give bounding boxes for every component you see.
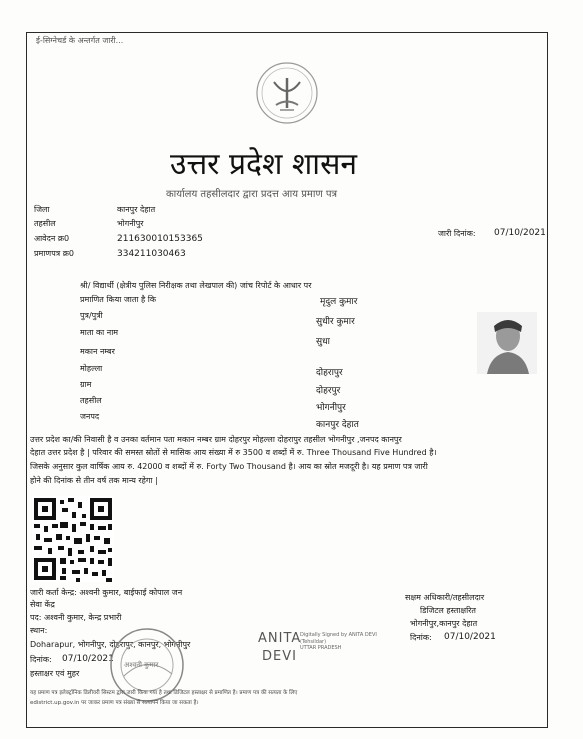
meta-label-district: जिला bbox=[34, 205, 50, 214]
government-title: उत्तर प्रदेश शासन bbox=[170, 147, 358, 182]
field-label-father: पुत्र/पुत्री bbox=[80, 311, 103, 320]
intro-line-1: श्री/ विद्यार्थी (क्षेत्रीय पुलिस निरीक्षक तथा लेखपाल की) जांच रिपोर्ट के आधार पर bbox=[80, 281, 312, 290]
field-value-tehsil: भोगनीपुर bbox=[316, 403, 346, 413]
meta-value-tehsil: भोगनीपुर bbox=[117, 219, 144, 228]
body-text-line-3: जिसके अनुसार कुल वार्षिक आय रु. 42000 व शब्दों में रु. Forty Two Thousand है। आय का स्रोत मजदूरी है। यह प्रमाण पत्र जारी bbox=[30, 462, 428, 471]
meta-label-certificate-no: प्रमाणपत्र क्र0 bbox=[34, 249, 74, 258]
issuer-place: Doharapur, भोगनीपुर, दोहरापुर, कानपुर, भोगनीपुर bbox=[30, 640, 191, 649]
authority-line-1: सक्षम अधिकारी/तहसीलदार bbox=[405, 593, 485, 602]
field-label-mother: माता का नाम bbox=[80, 328, 119, 337]
applicant-photo bbox=[477, 312, 537, 374]
issuer-designation: पद: अश्वनी कुमार, केन्द्र प्रभारी bbox=[30, 613, 122, 622]
body-text-line-4: होने की दिनांक से तीन वर्ष तक मान्य रहेगा | bbox=[30, 476, 158, 485]
body-text-line-2: देहात उत्तर प्रदेश है | परिवार की समस्त स्रोतों से मासिक आय संख्या में रु 3500 व शब्दों में रु. Three Thousand Five Hundred है। bbox=[30, 448, 437, 457]
issuer-place-label: स्थान: bbox=[30, 626, 48, 635]
intro-line-2: प्रमाणित किया जाता है कि bbox=[80, 295, 157, 304]
meta-value-district: कानपुर देहात bbox=[117, 205, 156, 214]
stamp-text: अश्वनी कुमार bbox=[124, 661, 159, 669]
footer-line-2: edistrict.up.gov.in पर जाकर प्रमाण पत्र संख्या से सत्यापन किया जा सकता है। bbox=[30, 700, 199, 706]
signature-name-line-1: ANITA bbox=[258, 631, 302, 646]
authority-line-2: डिजिटल हस्ताक्षरित bbox=[420, 606, 476, 615]
field-value-father: सुधीर कुमार bbox=[316, 317, 355, 327]
meta-value-application-no: 211630010153365 bbox=[117, 234, 203, 244]
authority-date-label: दिनांक: bbox=[410, 633, 432, 642]
field-label-mohalla: मोहल्ला bbox=[80, 364, 103, 373]
field-value-village: दोहरपुर bbox=[316, 386, 341, 396]
field-value-district: कानपुर देहात bbox=[316, 420, 359, 430]
esign-note: ई-सिग्नेचर्ड के अन्तर्गत जारी... bbox=[36, 36, 124, 45]
issuer-date: 07/10/2021 bbox=[62, 654, 114, 664]
signature-name-line-2: DEVI bbox=[262, 649, 297, 664]
issue-date: 07/10/2021 bbox=[494, 228, 546, 238]
meta-label-tehsil: तहसील bbox=[34, 219, 56, 228]
field-label-tehsil: तहसील bbox=[80, 396, 102, 405]
issuer-center-2: सेवा केंद्र bbox=[30, 600, 55, 609]
issuer-date-label: दिनांक: bbox=[30, 655, 52, 664]
footer-line-1: यह प्रमाण पत्र इलेक्ट्रॉनिक डिलीवरी सिस्टम द्वारा जारी किया गया है तथा डिजिटल हस्ताक्षर से प्रमाणित है। प्रमाण पत्र की सत्यता के लिए bbox=[30, 690, 298, 696]
body-text-line-1: उत्तर प्रदेश का/की निवासी है व उनका वर्तमान पता मकान नम्बर ग्राम दोहरपुर मोहल्ला दोहरापुर तहसील भोगनीपुर ,जनपद कानपुर bbox=[30, 435, 402, 444]
authority-line-3: भोगनीपुर,कानपुर देहात bbox=[410, 619, 478, 628]
signature-state: UTTAR PRADESH bbox=[300, 645, 342, 651]
field-label-district: जनपद bbox=[80, 412, 100, 421]
authority-date: 07/10/2021 bbox=[444, 632, 496, 642]
field-label-village: ग्राम bbox=[80, 380, 92, 389]
field-value-mohalla: दोहरापुर bbox=[316, 368, 343, 378]
meta-value-certificate-no: 334211030463 bbox=[117, 249, 186, 259]
certificate-title: कार्यालय तहसीलदार द्वारा प्रदत्त आय प्रमाण पत्र bbox=[166, 189, 338, 200]
issuer-sign-label: हस्ताक्षर एवं मुहर bbox=[30, 669, 80, 678]
meta-label-application-no: आवेदन क्र0 bbox=[34, 234, 70, 243]
field-label-house-no: मकान नम्बर bbox=[80, 347, 115, 356]
signature-digital-note: Digitally Signed by ANITA DEVI (Tehsildar) bbox=[300, 632, 377, 645]
issue-date-label: जारी दिनांक: bbox=[438, 229, 476, 238]
state-emblem-icon bbox=[254, 60, 320, 126]
field-value-name: मृदुल कुमार bbox=[320, 297, 358, 307]
qr-code bbox=[32, 496, 114, 582]
field-value-mother: सुधा bbox=[316, 337, 330, 347]
issuer-center: जारी कर्ता केन्द्र: अश्वनी कुमार, बाईफाई कोपाल जन bbox=[30, 588, 183, 597]
